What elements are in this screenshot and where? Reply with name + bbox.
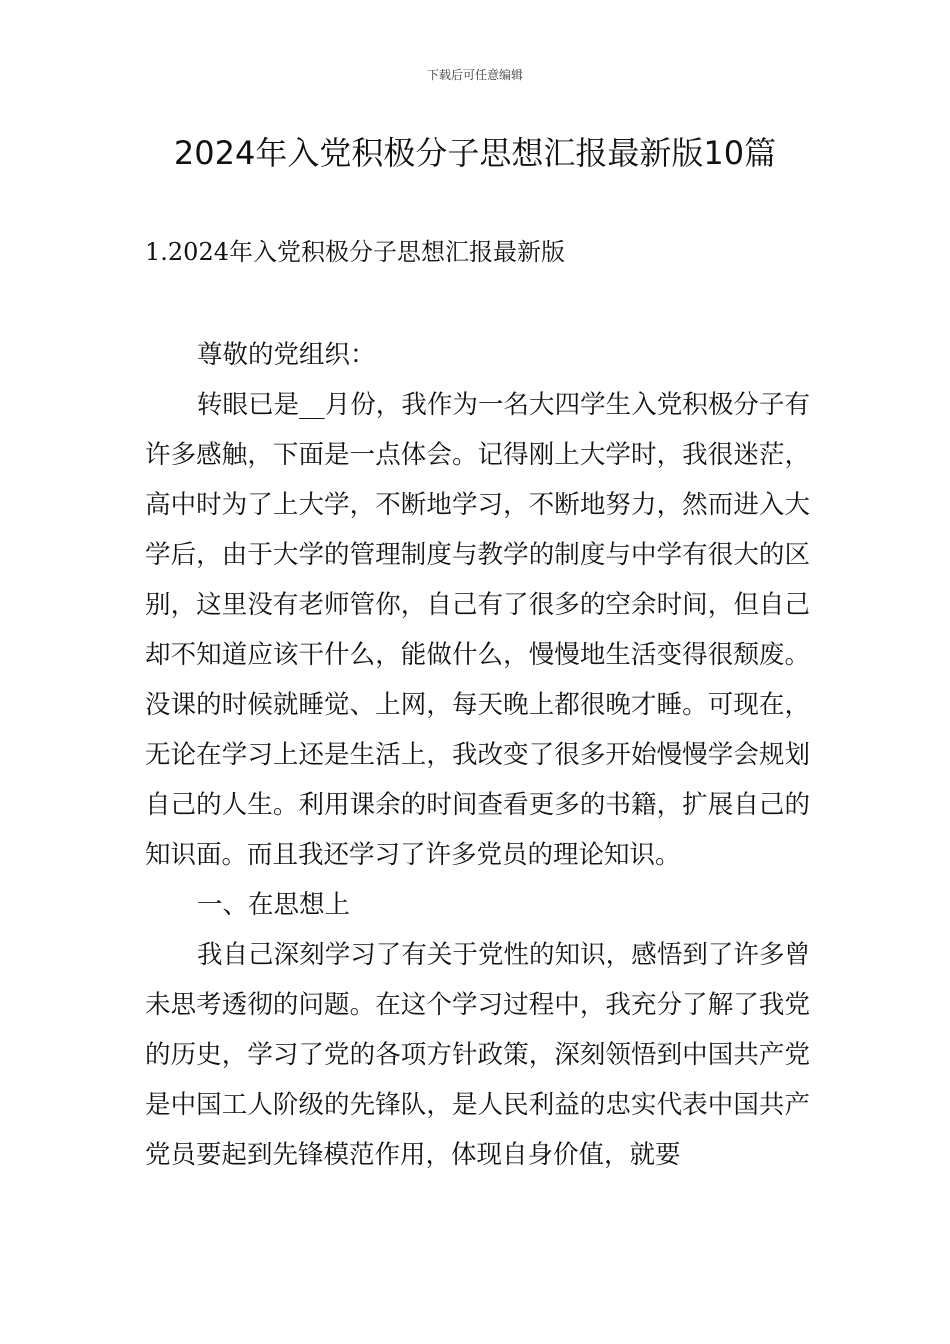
section-heading: 1.2024年入党积极分子思想汇报最新版 [145,238,565,266]
salutation: 尊敬的党组织： [197,340,376,370]
subheading: 一、在思想上 [197,890,351,920]
header-note: 下载后可任意编辑 [426,68,523,82]
paragraph: 转眼已是__月份，我作为一名大四学生入党积极分子有许多感触，下面是一点体会。记得刚上大学时，我很迷茫，高中时为了上大学，不断地学习，不断地努力，然而进入大学后，由于大学的管理制度与教学的制度与中学有很大的区别，这里没有老师管你，自己有了很多的空余时间，但自己却不知道应该干什么，能做什么，慢慢地生活变得很颓废。没课的时候就睡觉、上网，每天晚上都很晚才睡。可现在，无论在学习上还是生活上，我改变了很多开始慢慢学会规划自己的人生。利用课余的时间查看更多的书籍，扩展自己的知识面。而且我还学习了许多党员的理论知识。 [145,390,810,870]
document-title: 2024年入党积极分子思想汇报最新版10篇 [173,134,777,172]
paragraph: 我自己深刻学习了有关于党性的知识，感悟到了许多曾未思考透彻的问题。在这个学习过程中，我充分了解了我党的历史，学习了党的各项方针政策，深刻领悟到中国共产党是中国工人阶级的先锋队，是人民利益的忠实代表中国共产党员要起到先锋模范作用，体现自身价值，就要 [145,940,810,1170]
body-text [145,330,810,1180]
